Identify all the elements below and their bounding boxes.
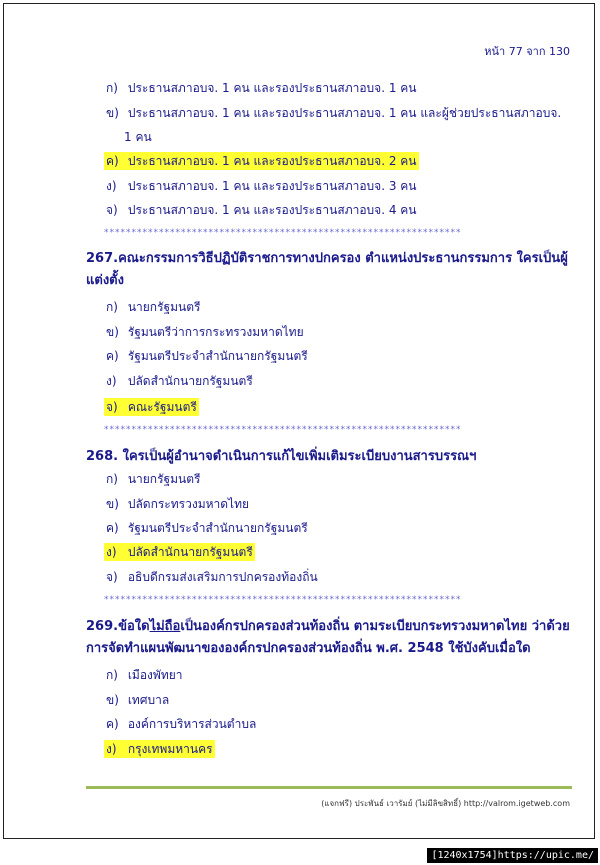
separator: *****************************************************************: [104, 425, 462, 435]
question-267: 267.คณะกรรมการวิธีปฏิบัติราชการทางปกครอง ตำแหน่งประธานกรรมการ ใครเป็นผู้แต่งตั้ง: [86, 251, 568, 288]
page-number: หน้า 77 จาก 130: [484, 45, 570, 58]
separator: *****************************************************************: [104, 228, 462, 238]
question-268: 268. ใครเป็นผู้อำนาจดำเนินการแก้ไขเพิ่มเติมระเบียบงานสารบรรณฯ: [86, 449, 477, 464]
option-prev-c-answer: ค) ประธานสภาอบจ. 1 คน และรองประธานสภาอบจ. 2 คน: [106, 154, 417, 168]
option-269-c: ค) องค์การบริหารส่วนตำบล: [106, 717, 257, 731]
option-268-d-answer: ง) ปลัดสำนักนายกรัฐมนตรี: [106, 545, 253, 559]
option-prev-b: ข) ประธานสภาอบจ. 1 คน และรองประธานสภาอบจ. 1 คน และผู้ช่วยประธานสภาอบจ.: [106, 106, 562, 120]
footer-rule: [86, 786, 572, 789]
option-prev-b-cont: 1 คน: [124, 130, 152, 144]
option-prev-e: จ) ประธานสภาอบจ. 1 คน และรองประธานสภาอบจ. 4 คน: [106, 203, 417, 217]
question-269: 269.ข้อใดไม่ถือเป็นองค์กรปกครองส่วนท้องถิ่น ตามระเบียบกระทรวงมหาดไทย ว่าด้วยการจัดทำแผนพัฒนาขององค์กรปกครองส่วนท้องถิ่น พ.ศ. 2548 ใช้บังคับเมื่อใด: [86, 619, 570, 656]
separator: *****************************************************************: [104, 595, 462, 605]
option-267-e-answer: จ) คณะรัฐมนตรี: [106, 400, 197, 414]
option-267-a: ก) นายกรัฐมนตรี: [106, 300, 201, 314]
upic-watermark: [1240x1754]https://upic.me/: [427, 848, 598, 863]
option-prev-d: ง) ประธานสภาอบจ. 1 คน และรองประธานสภาอบจ. 3 คน: [106, 179, 417, 193]
option-268-b: ข) ปลัดกระทรวงมหาดไทย: [106, 497, 250, 511]
footer-credit: (แจกฟรี) ประพันธ์ เวารัมย์ (ไม่มีลิขสิทธิ์) http://valrom.igetweb.com: [321, 799, 570, 808]
option-267-b: ข) รัฐมนตรีว่าการกระทรวงมหาดไทย: [106, 325, 304, 339]
option-268-c: ค) รัฐมนตรีประจำสำนักนายกรัฐมนตรี: [106, 521, 308, 535]
option-269-d-answer: ง) กรุงเทพมหานคร: [106, 742, 213, 756]
option-268-e: จ) อธิบดีกรมส่งเสริมการปกครองท้องถิ่น: [106, 570, 318, 584]
option-269-a: ก) เมืองพัทยา: [106, 668, 183, 682]
option-prev-a: ก) ประธานสภาอบจ. 1 คน และรองประธานสภาอบจ. 1 คน: [106, 81, 417, 95]
option-267-d: ง) ปลัดสำนักนายกรัฐมนตรี: [106, 374, 253, 388]
page-frame: [3, 3, 595, 839]
option-268-a: ก) นายกรัฐมนตรี: [106, 472, 201, 486]
option-269-b: ข) เทศบาล: [106, 693, 170, 707]
option-267-c: ค) รัฐมนตรีประจำสำนักนายกรัฐมนตรี: [106, 349, 308, 363]
emphasis-not: ไม่ถือ: [149, 619, 181, 634]
